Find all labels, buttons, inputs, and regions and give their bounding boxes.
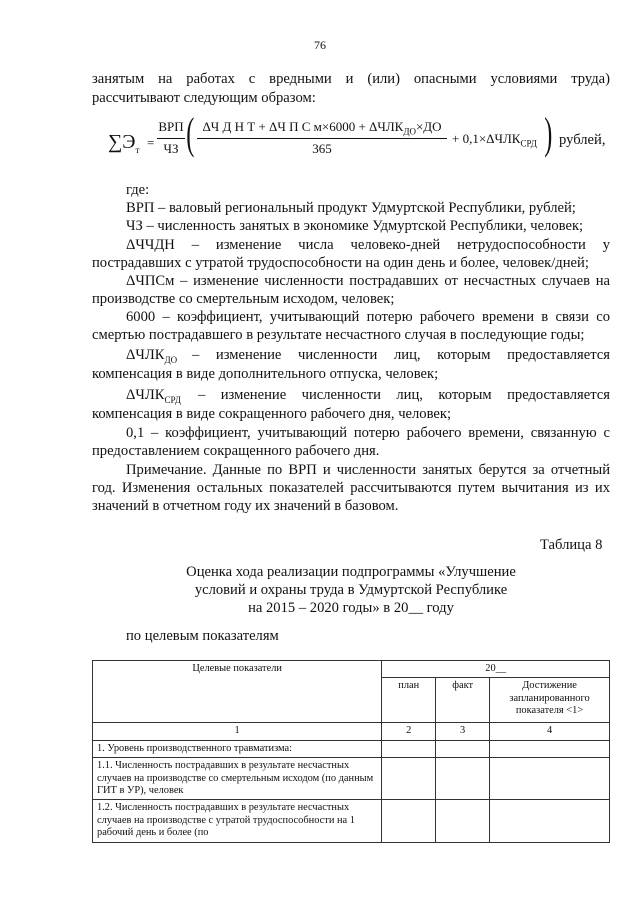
cell-fact	[436, 800, 490, 842]
indicators-table	[92, 660, 610, 843]
intro-line-1: занятым на работах с вредными и (или) опасными условиями труда)	[92, 71, 610, 87]
note-line-3: значений в отчетном году их значений в базовом.	[92, 498, 399, 514]
table-title-line-2: условий и охраны труда в Удмуртской Республике	[194, 582, 508, 598]
cell-achievement	[490, 800, 610, 842]
table-title-line-1: Оценка хода реализации подпрограммы «Улучшение	[186, 564, 516, 580]
formula-right-paren: )	[544, 109, 553, 158]
formula-inner-fraction-bar	[197, 138, 447, 139]
table-row	[93, 740, 610, 757]
note-line-1: Примечание. Данные по ВРП и численности занятых берутся за отчетный	[126, 462, 610, 478]
header-achievement: Достижение запланированного показателя <1>	[490, 678, 610, 723]
def-chlk-do-symbol: $\Delta ЧЛК_{ДО}$	[126, 347, 178, 365]
col-number-2: 2	[382, 723, 436, 740]
formula-outer-fraction-bar	[157, 138, 185, 139]
formula-equals: =	[147, 135, 155, 150]
def-k01-line-1: 0,1 – коэффициент, учитывающий потерю рабочего времени, связанную с	[126, 425, 610, 441]
row-label: 1. Уровень производственного травматизма:	[93, 740, 382, 757]
cell-achievement	[490, 740, 610, 757]
formula-unit: рублей,	[559, 132, 606, 148]
cell-plan	[382, 740, 436, 757]
table-row	[93, 800, 610, 842]
row-label: 1.2. Численность пострадавших в результате несчастных случаев на производстве с утратой трудоспособности на 1 рабочий день и более (по	[93, 800, 382, 842]
table-row	[93, 758, 610, 800]
formula-outer-denominator: ЧЗ	[163, 141, 179, 156]
table-label: Таблица 8	[540, 537, 603, 553]
cell-achievement	[490, 758, 610, 800]
def-chdn-line-2: пострадавших с утратой трудоспособности на один день и более, человек/дней;	[92, 255, 589, 271]
def-chlk-srd-line-2: компенсация в виде сокращенного рабочего дня, человек;	[92, 406, 452, 422]
def-k6000-line-2: смертью пострадавшего в результате несчастного случая в последующие годы;	[92, 327, 585, 343]
formula-inner-denominator: 365	[312, 141, 332, 156]
def-chz: ЧЗ – численность занятых в экономике Удмуртской Республики, человек;	[126, 218, 584, 234]
cell-fact	[436, 758, 490, 800]
def-chps-line-1: ΔЧПСм – изменение численности пострадавших от несчастных случаев на	[126, 273, 610, 289]
cell-plan	[382, 758, 436, 800]
col-number-1: 1	[93, 723, 382, 740]
header-fact: факт	[436, 678, 490, 723]
cell-plan	[382, 800, 436, 842]
formula-tail: + $0,1\times\Delta ЧЛК_{СРД}$	[452, 131, 537, 149]
header-indicators: Целевые показатели	[93, 661, 382, 723]
formula-outer-numerator: ВРП	[158, 119, 184, 134]
cell-fact	[436, 740, 490, 757]
def-chps-line-2: производстве со смертельным исходом, человек;	[92, 291, 395, 307]
row-label: 1.1. Численность пострадавших в результате несчастных случаев на производстве со смертельным исходом (по данным ГИТ в УР), человек	[93, 758, 382, 800]
col-number-4: 4	[490, 723, 610, 740]
def-k01-line-2: предоставлением сокращенного рабочего дня.	[92, 443, 380, 459]
where-label: где:	[126, 182, 150, 198]
def-chlk-srd-symbol: $\Delta ЧЛК_{СРД}$	[126, 387, 181, 405]
page-number: 76	[314, 38, 326, 52]
table-number-row	[93, 723, 610, 740]
def-chlk-do-line-1: – изменение численности лиц, которым предоставляется	[192, 347, 610, 363]
header-year: 20__	[382, 661, 610, 678]
def-chdn-line-1: ΔЧЧДН – изменение числа человеко-дней нетрудоспособности у	[126, 237, 610, 253]
def-chlk-srd-line-1: – изменение численности лиц, которым предоставляется	[198, 387, 610, 403]
table-header-row	[93, 661, 610, 678]
def-vrp: ВРП – валовый региональный продукт Удмуртской Республики, рублей;	[126, 200, 576, 216]
table-subtitle: по целевым показателям	[126, 628, 279, 644]
header-plan: план	[382, 678, 436, 723]
def-chlk-do-line-2: компенсация в виде дополнительного отпуска, человек;	[92, 366, 439, 382]
note-line-2: год. Изменения остальных показателей рассчитываются путем вычитания из их	[92, 480, 610, 496]
table-title-line-3: на 2015 – 2020 годы» в 20__ году	[248, 600, 454, 616]
col-number-3: 3	[436, 723, 490, 740]
def-k6000-line-1: 6000 – коэффициент, учитывающий потерю рабочего времени в связи со	[126, 309, 610, 325]
formula-inner-numerator: ΔЧ Д Н Т + ΔЧ П С $м\times 6000 + \Delta ЧЛК_{ДО}\times ДО$	[202, 119, 442, 137]
intro-line-2: рассчитывают следующим образом:	[92, 90, 316, 106]
formula-lhs: $\sum Э_т$	[108, 131, 140, 155]
formula-left-paren: (	[186, 109, 195, 158]
